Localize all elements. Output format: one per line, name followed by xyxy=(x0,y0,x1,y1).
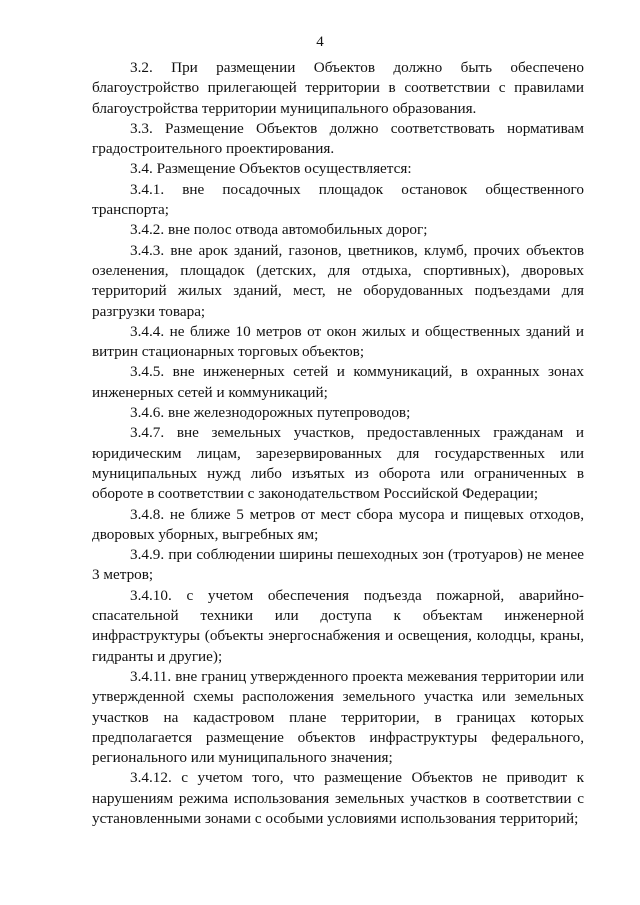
paragraph-3-4: 3.4. Размещение Объектов осуществляется: xyxy=(130,160,412,178)
paragraph-3-4-9: 3.4.9. при соблюдении ширины пешеходных зон (тротуаров) не менее 3 метров; xyxy=(92,546,584,584)
paragraph-3-4-8: 3.4.8. не ближе 5 метров от мест сбора мусора и пищевых отходов, дворовых уборных, выгребных ям; xyxy=(92,505,584,543)
paragraph-3-4-11: 3.4.11. вне границ утвержденного проекта межевания территории или утвержденной схемы расположения земельного участка или земельных участков на кадастровом плане территории, в границах которых предполагается размещение объектов инфраструктуры федерального, регионального или муниципального значения; xyxy=(92,667,584,767)
paragraph-3-4-6: 3.4.6. вне железнодорожных путепроводов; xyxy=(130,404,411,422)
paragraph-3-4-5: 3.4.5. вне инженерных сетей и коммуникаций, в охранных зонах инженерных сетей и коммуникаций; xyxy=(92,363,584,401)
paragraph-3-4-10: 3.4.10. с учетом обеспечения подъезда пожарной, аварийно-спасательной техники или доступа к объектам инженерной инфраструктуры (объекты энергоснабжения и освещения, колодцы, краны, гидранты и другие); xyxy=(92,586,584,665)
paragraph-3-4-1: 3.4.1. вне посадочных площадок остановок общественного транспорта; xyxy=(92,180,584,219)
paragraph-3-3: 3.3. Размещение Объектов должно соответствовать нормативам градостроительного проектирования. xyxy=(92,119,584,158)
paragraph-3-4-2: 3.4.2. вне полос отвода автомобильных дорог; xyxy=(130,221,428,239)
paragraph-3-2: 3.2. При размещении Объектов должно быть обеспечено благоустройство прилегающей территории в соответствии с правилами благоустройства территории муниципального образования. xyxy=(92,59,584,117)
page-number: 4 xyxy=(316,34,324,50)
document-body xyxy=(92,58,584,829)
paragraph-3-4-3: 3.4.3. вне арок зданий, газонов, цветников, клумб, прочих объектов озеленения, площадок (детских, для отдыха, спортивных), дворовых территорий жилых зданий, мест, не оборудованных подъездами для разгрузки товара; xyxy=(92,241,584,320)
paragraph-3-4-12: 3.4.12. с учетом того, что размещение Объектов не приводит к нарушениям режима использования земельных участков в соответствии с установленными зонами с особыми условиями использования территорий; xyxy=(92,769,584,827)
paragraph-3-4-7: 3.4.7. вне земельных участков, предоставленных гражданам и юридическим лицам, зарезервированных для государственных или муниципальных нужд либо изъятых из оборота или ограниченных в обороте в соответствии с законодательством Российской Федерации; xyxy=(92,424,584,503)
paragraph-3-4-4: 3.4.4. не ближе 10 метров от окон жилых и общественных зданий и витрин стационарных торговых объектов; xyxy=(92,322,584,361)
